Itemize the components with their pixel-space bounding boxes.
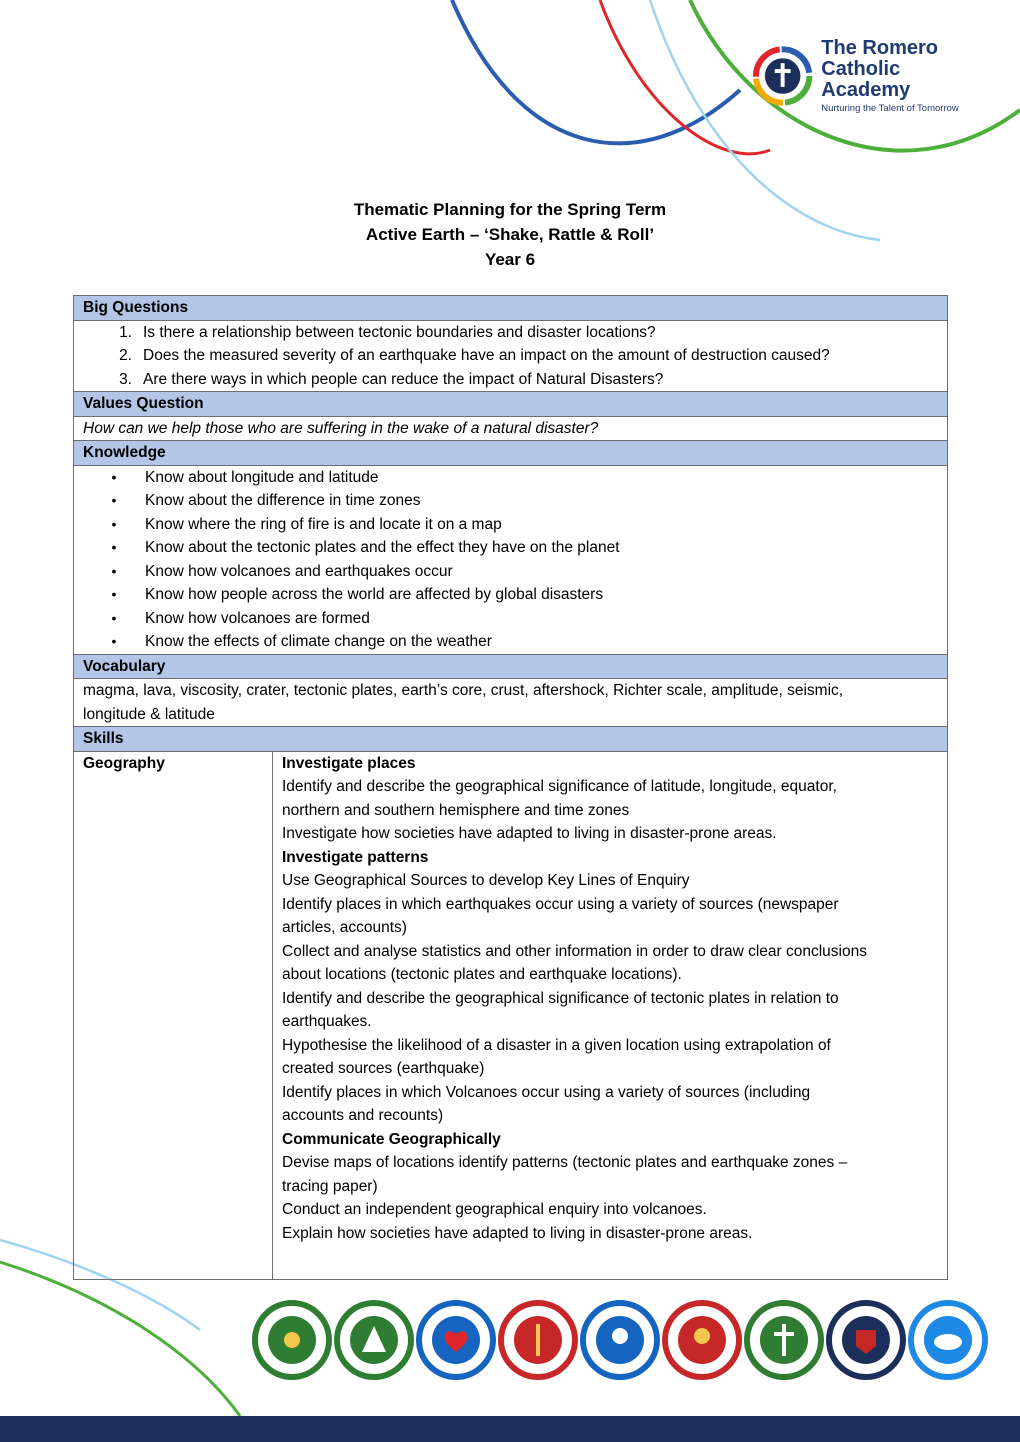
list-item: • Know about longitude and latitude bbox=[111, 468, 379, 486]
skill-line: Identify places in which earthquakes occur using a variety of sources (newspaper bbox=[282, 895, 839, 913]
skill-line: Use Geographical Sources to develop Key Lines of Enquiry bbox=[282, 872, 690, 889]
title-line-1: Thematic Planning for the Spring Term bbox=[353, 200, 667, 219]
vocabulary-line-1: magma, lava, viscosity, crater, tectonic plates, earth’s core, crust, aftershock, Richter scale, amplitude, seismic, bbox=[83, 682, 844, 699]
list-item: • Know about the tectonic plates and the effect they have on the planet bbox=[111, 539, 620, 556]
investigate-patterns-heading: Investigate patterns bbox=[282, 848, 429, 866]
footer-bar bbox=[0, 1416, 1020, 1442]
logo-name-line1: The Romero bbox=[821, 37, 938, 60]
list-item: • Know how people across the world are affected by global disasters bbox=[111, 586, 604, 603]
page-title bbox=[0, 197, 1020, 272]
values-question-text: How can we help those who are suffering in the wake of a natural disaster? bbox=[74, 416, 948, 441]
list-item: • Know how volcanoes are formed bbox=[111, 609, 370, 627]
skill-line: Identify and describe the geographical significance of tectonic plates in relation to bbox=[282, 989, 839, 1007]
list-item: • Know the effects of climate change on the weather bbox=[111, 633, 492, 650]
list-item: • Know where the ring of fire is and locate it on a map bbox=[111, 515, 502, 533]
skill-line: Conduct an independent geographical enquiry into volcanoes. bbox=[282, 1201, 707, 1218]
values-question-header: Values Question bbox=[74, 392, 948, 417]
blue-sky-badge-icon bbox=[908, 1300, 988, 1380]
school-badges bbox=[252, 1300, 994, 1382]
st-gregory-badge-icon bbox=[580, 1300, 660, 1380]
logo-name-line2: Catholic Academy bbox=[821, 58, 911, 102]
corpus-christi-badge-icon bbox=[252, 1300, 332, 1380]
planning-table bbox=[73, 295, 948, 1280]
skill-line: Hypothesise the likelihood of a disaster in a given location using extrapolation of bbox=[282, 1036, 831, 1054]
skill-line: earthquakes. bbox=[282, 1013, 372, 1030]
skill-line: Collect and analyse statistics and other information in order to draw clear conclusions bbox=[282, 942, 867, 960]
big-questions-list bbox=[74, 320, 948, 392]
skill-line: Investigate how societies have adapted to living in disaster-prone areas. bbox=[282, 825, 777, 842]
title-line-3: Year 6 bbox=[484, 250, 536, 269]
list-item: • Know about the difference in time zones bbox=[111, 492, 421, 509]
skills-subject: Geography bbox=[74, 751, 273, 1279]
skill-line: accounts and recounts) bbox=[282, 1107, 444, 1124]
sacred-heart-badge-icon bbox=[416, 1300, 496, 1380]
skill-line: about locations (tectonic plates and earthquake locations). bbox=[282, 966, 682, 983]
st-john-fisher-badge-icon bbox=[662, 1300, 742, 1380]
skill-line: created sources (earthquake) bbox=[282, 1060, 485, 1077]
cardinal-wiseman-badge-icon bbox=[826, 1300, 906, 1380]
logo-tagline: Nurturing the Talent of Tomorrow bbox=[821, 103, 959, 115]
skill-line: tracing paper) bbox=[282, 1177, 378, 1195]
skills-detail bbox=[273, 751, 948, 1279]
skill-line: Identify and describe the geographical significance of latitude, longitude, equator, bbox=[282, 778, 837, 795]
academy-logo bbox=[752, 37, 992, 115]
vocabulary-text bbox=[74, 679, 948, 727]
academy-crest-icon bbox=[752, 45, 813, 107]
list-item: • Know how volcanoes and earthquakes occur bbox=[111, 562, 453, 580]
knowledge-list bbox=[74, 465, 948, 654]
list-item: 1. Is there a relationship between tectonic boundaries and disaster locations? bbox=[119, 323, 656, 341]
skill-line: Identify places in which Volcanoes occur using a variety of sources (including bbox=[282, 1083, 811, 1101]
knowledge-header: Knowledge bbox=[74, 441, 948, 466]
big-questions-header: Big Questions bbox=[74, 296, 948, 321]
skill-line: northern and southern hemisphere and time zones bbox=[282, 801, 630, 819]
vocabulary-header: Vocabulary bbox=[74, 654, 948, 679]
st-patrick-badge-icon bbox=[744, 1300, 824, 1380]
vocabulary-line-2: longitude & latitude bbox=[83, 705, 215, 723]
skill-line: articles, accounts) bbox=[282, 919, 407, 936]
list-item: 3. Are there ways in which people can reduce the impact of Natural Disasters? bbox=[119, 370, 664, 388]
skills-header: Skills bbox=[74, 727, 948, 752]
skill-line: Devise maps of locations identify patterns (tectonic plates and earthquake zones – bbox=[282, 1154, 848, 1171]
title-line-2: Active Earth – ‘Shake, Rattle & Roll’ bbox=[365, 225, 655, 244]
good-shepherd-badge-icon bbox=[334, 1300, 414, 1380]
list-item: 2. Does the measured severity of an earthquake have an impact on the amount of destruction caused? bbox=[119, 347, 830, 364]
investigate-places-heading: Investigate places bbox=[282, 754, 416, 772]
st-peter-paul-badge-icon bbox=[498, 1300, 578, 1380]
skill-line: Explain how societies have adapted to living in disaster-prone areas. bbox=[282, 1224, 753, 1242]
communicate-heading: Communicate Geographically bbox=[282, 1130, 501, 1148]
